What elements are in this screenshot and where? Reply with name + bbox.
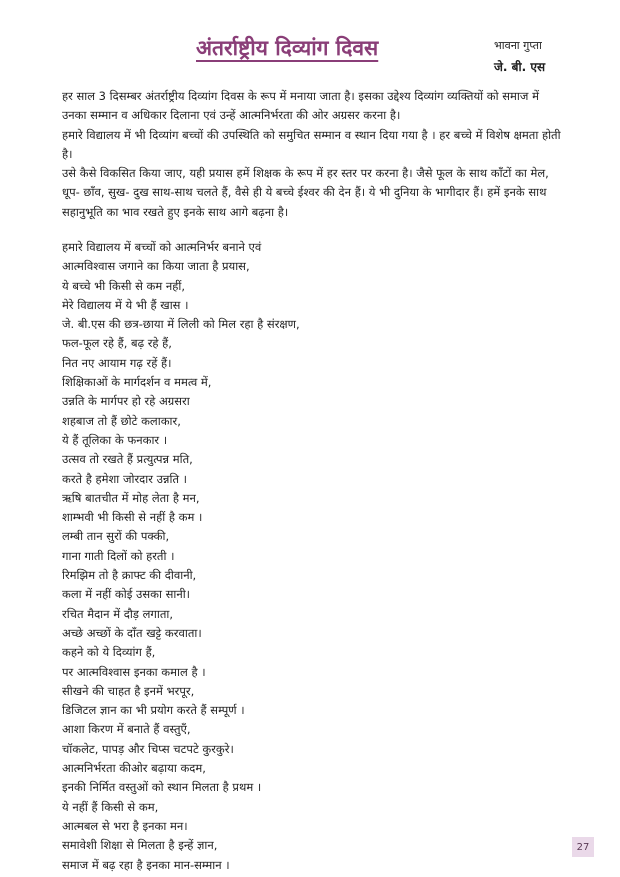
poem-line: कहने को ये दिव्यांग हैं, — [62, 645, 156, 660]
poem-line: समाज में बढ़ रहा है इनका मान-सम्मान । — [62, 857, 230, 872]
poem-line: जे. बी.एस की छत्र-छाया में लिली को मिल रहा है संरक्षण, — [62, 317, 300, 332]
author-name: भावना गुप्ता — [494, 39, 542, 52]
poem-line: अच्छे अच्छों के दाँत खट्टे करवाता। — [62, 625, 202, 640]
poem-line: आशा किरण में बनाते हैं वस्तुएँ, — [62, 722, 191, 737]
poem-line: करते है हमेशा जोरदार उन्नति । — [62, 471, 188, 486]
poem-line: आत्मनिर्भरता कीओर बढ़ाया कदम, — [62, 761, 206, 776]
poem-line: चॉकलेट, पापड़ और चिप्स चटपटे कुरकुरे। — [62, 741, 234, 756]
poem-line: आत्मविश्वास जगाने का किया जाता है प्रयास, — [62, 259, 250, 274]
poem-line: इनकी निर्मित वस्तुओं को स्थान मिलता है प्रथम । — [62, 780, 262, 795]
poem-line: आत्मबल से भरा है इनका मन। — [62, 818, 188, 833]
article-title: अंतर्राष्ट्रीय दिव्यांग दिवस — [196, 36, 379, 60]
intro-paragraph: उसे कैसे विकसित किया जाए, यही प्रयास हमें शिक्षक के रूप में हर स्तर पर करना है। जैसे फूल के साथ काँटों का मेल, धूप- छाँव, सुख- दुख साथ-साथ चलते हैं, वैसे ही ये बच्चे ईश्वर की देन हैं। ये भी दुनिया के भागीदार हैं। हमें इनके साथ सहानुभूति का भाव रखते हुए इनके साथ आगे बढ़ना है। — [62, 166, 549, 219]
poem-line: ये नहीं हैं किसी से कम, — [62, 799, 159, 814]
poem-line: उन्नति के मार्गपर हो रहे अग्रसरा — [62, 394, 190, 409]
intro-paragraph: हमारे विद्यालय में भी दिव्यांग बच्चों की उपस्थिति को समुचित सम्मान व स्थान दिया गया है । हर बच्चे में विशेष क्षमता होती है। — [62, 127, 561, 161]
poem-line: मेरे विद्यालय में ये भी हैं खास । — [62, 297, 189, 312]
poem-line: कला में नहीं कोई उसका सानी। — [62, 587, 191, 602]
poem-line: हमारे विद्यालय में बच्चों को आत्मनिर्भर बनाने एवं — [62, 240, 262, 254]
poem-line: पर आत्मविश्वास इनका कमाल है । — [62, 664, 206, 679]
poem-line: शाम्भवी भी किसी से नहीं है कम । — [62, 510, 203, 525]
poem-line: ऋषि बातचीत में मोह लेता है मन, — [62, 490, 200, 505]
page-number: 27 — [572, 837, 594, 857]
intro-paragraph: हर साल 3 दिसम्बर अंतर्राष्ट्रीय दिव्यांग दिवस के रूप में मनाया जाता है। इसका उद्देश्य दिव्यांग व्यक्तियों को समाज में उनका सम्मान व अधिकार दिलाना एवं उन्हें आत्मनिर्भरता की ओर अग्रसर करना है। — [62, 89, 539, 123]
article-header — [0, 34, 620, 84]
poem-line: शहबाज तो हैं छोटे कलाकार, — [62, 413, 181, 428]
poem-line: सीखने की चाहत है इनमें भरपूर, — [62, 683, 195, 698]
poem — [62, 238, 562, 875]
poem-line: रचित मैदान में दौड़ लगाता, — [62, 606, 174, 621]
poem-line: डिजिटल ज्ञान का भी प्रयोग करते हैं सम्पूर्ण । — [62, 703, 245, 718]
poem-line: उत्सव तो रखते हैं प्रत्युत्पन्न मति, — [62, 452, 193, 467]
school-name: जे. बी. एस — [494, 60, 546, 74]
poem-line: लम्बी तान सुरों की पक्की, — [62, 529, 170, 544]
poem-line: शिक्षिकाओं के मार्गदर्शन व ममत्व में, — [62, 375, 212, 390]
poem-line: ये बच्चे भी किसी से कम नहीं, — [62, 278, 186, 293]
poem-line: नित नए आयाम गढ़ रहें हैं। — [62, 355, 172, 370]
poem-line: गाना गाती दिलों को हरती । — [62, 548, 175, 563]
poem-line: समावेशी शिक्षा से मिलता है इन्हें ज्ञान, — [62, 838, 218, 853]
poem-line: फल-फूल रहे हैं, बढ़ रहे हैं, — [62, 336, 172, 351]
intro-text — [62, 87, 562, 222]
poem-line: रिमझिम तो है क्राफ्ट की दीवानी, — [62, 568, 197, 583]
poem-line: ये हैं तूलिका के फनकार । — [62, 432, 168, 447]
